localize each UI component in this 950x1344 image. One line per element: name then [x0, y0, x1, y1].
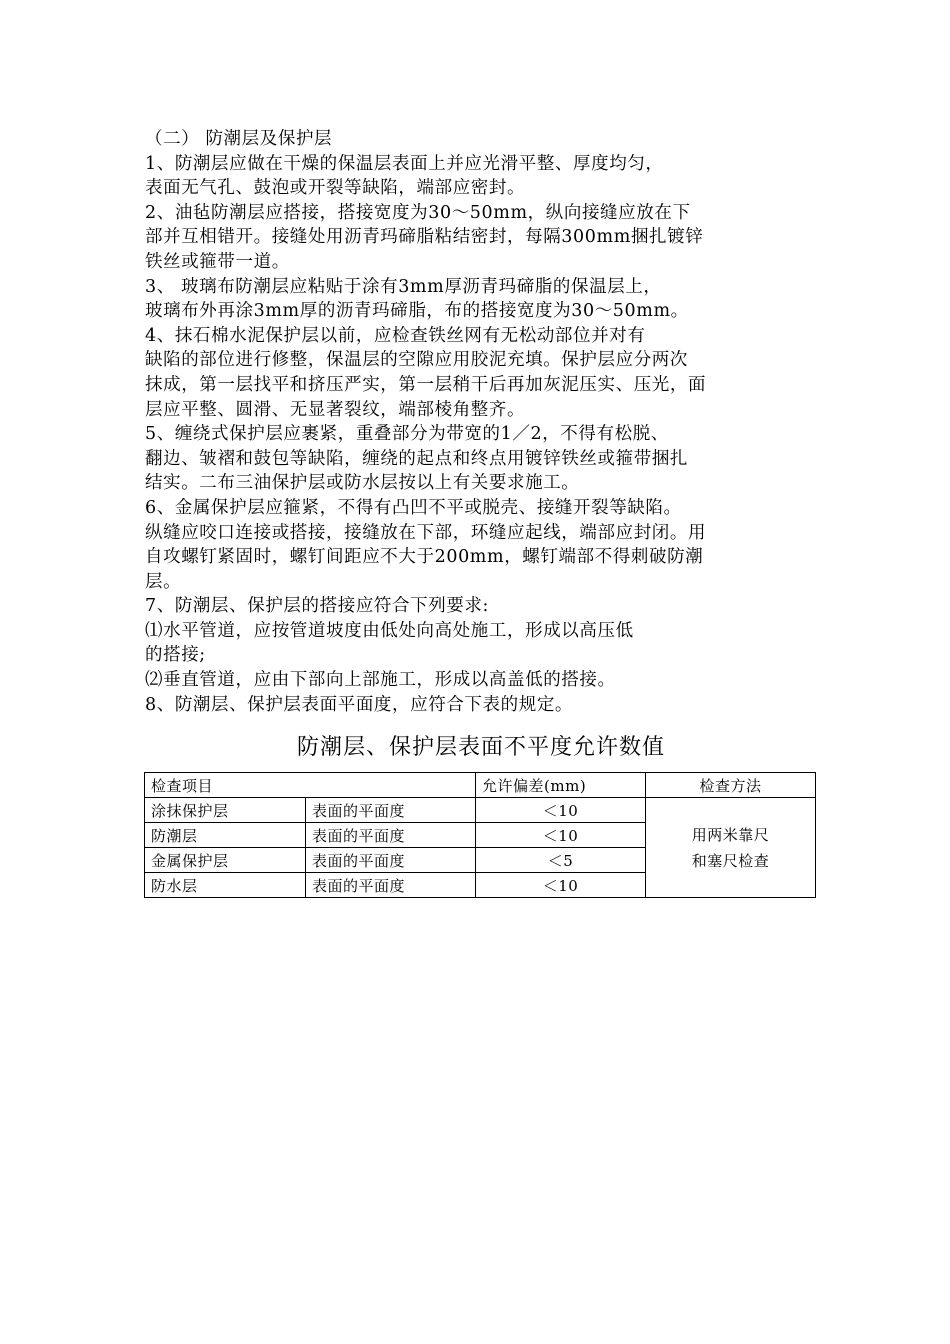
text-line: 结实。二布三油保护层或防水层按以上有关要求施工。 — [145, 473, 580, 494]
body-text — [145, 127, 817, 717]
text-line: 翻边、皱褶和鼓包等缺陷，缠绕的起点和终点用镀锌铁丝或箍带捆扎 — [145, 448, 688, 469]
text-line: 自攻螺钉紧固时，螺钉间距应不大于200mm，螺钉端部不得刺破防潮 — [145, 547, 704, 568]
table-header-row — [145, 773, 816, 798]
text-line: 层。 — [145, 571, 182, 592]
text-line: 3、 玻璃布防潮层应粘贴于涂有3mm厚沥青玛碲脂的保温层上， — [145, 276, 662, 297]
text-line: 表面无气孔、鼓泡或开裂等缺陷，端部应密封。 — [145, 178, 526, 199]
header-check-item: 检查项目 — [145, 773, 476, 798]
text-line: ⑴水平管道，应按管道坡度由低处向高处施工，形成以高压低 — [145, 620, 634, 641]
text-line: 6、金属保护层应箍紧，不得有凸凹不平或脱壳、接缝开裂等缺陷。 — [145, 497, 682, 518]
text-line: 抹成，第一层找平和挤压严实，第一层稍干后再加灰泥压实、压光，面 — [145, 374, 707, 395]
value-cell: ＜10 — [476, 823, 646, 848]
layer-cell: 防水层 — [145, 873, 306, 898]
check-cell: 表面的平面度 — [306, 848, 476, 873]
text-line: 7、防潮层、保护层的搭接应符合下列要求: — [145, 596, 490, 617]
method-cell — [646, 798, 816, 898]
table-title: 防潮层、保护层表面不平度允许数值 — [296, 735, 665, 760]
text-line: 部并互相错开。接缝处用沥青玛碲脂粘结密封，每隔300mm捆扎镀锌 — [145, 227, 704, 248]
check-cell: 表面的平面度 — [306, 798, 476, 823]
layer-cell: 防潮层 — [145, 823, 306, 848]
text-line: 4、抹石棉水泥保护层以前，应检查铁丝网有无松动部位并对有 — [145, 325, 646, 346]
layer-cell: 金属保护层 — [145, 848, 306, 873]
tolerance-table — [144, 772, 816, 898]
text-line: 层应平整、圆滑、无显著裂纹，端部棱角整齐。 — [145, 399, 526, 420]
method-line: 用两米靠尺 — [691, 825, 770, 844]
text-line: 纵缝应咬口连接或搭接，接缝放在下部，环缝应起线，端部应封闭。用 — [145, 522, 707, 543]
header-check-method: 检查方法 — [646, 773, 816, 798]
text-line: 5、缠绕式保护层应裹紧，重叠部分为带宽的1／2，不得有松脱、 — [145, 424, 669, 445]
layer-cell: 涂抹保护层 — [145, 798, 306, 823]
check-cell: 表面的平面度 — [306, 873, 476, 898]
value-cell: ＜5 — [476, 848, 646, 873]
method-line: 和塞尺检查 — [691, 851, 770, 870]
value-cell: ＜10 — [476, 873, 646, 898]
text-line: 的搭接; — [145, 645, 206, 666]
text-line: （二） 防潮层及保护层 — [145, 129, 333, 149]
table-row — [145, 798, 816, 823]
text-line: 铁丝或箍带一道。 — [145, 251, 290, 272]
text-line: ⑵垂直管道，应由下部向上部施工，形成以高盖低的搭接。 — [145, 670, 616, 691]
text-line: 缺陷的部位进行修整，保温层的空隙应用胶泥充填。保护层应分两次 — [145, 350, 688, 371]
text-line: 8、防潮层、保护层表面平面度，应符合下表的规定。 — [145, 694, 574, 715]
text-line: 2、油毡防潮层应搭接，搭接宽度为30～50mm，纵向接缝应放在下 — [145, 202, 691, 223]
header-tolerance: 允许偏差(mm) — [476, 773, 646, 798]
text-line: 1、防潮层应做在干燥的保温层表面上并应光滑平整、厚度均匀， — [145, 153, 664, 174]
value-cell: ＜10 — [476, 798, 646, 823]
check-cell: 表面的平面度 — [306, 823, 476, 848]
text-line: 玻璃布外再涂3mm厚的沥青玛碲脂，布的搭接宽度为30～50mm。 — [145, 301, 689, 322]
